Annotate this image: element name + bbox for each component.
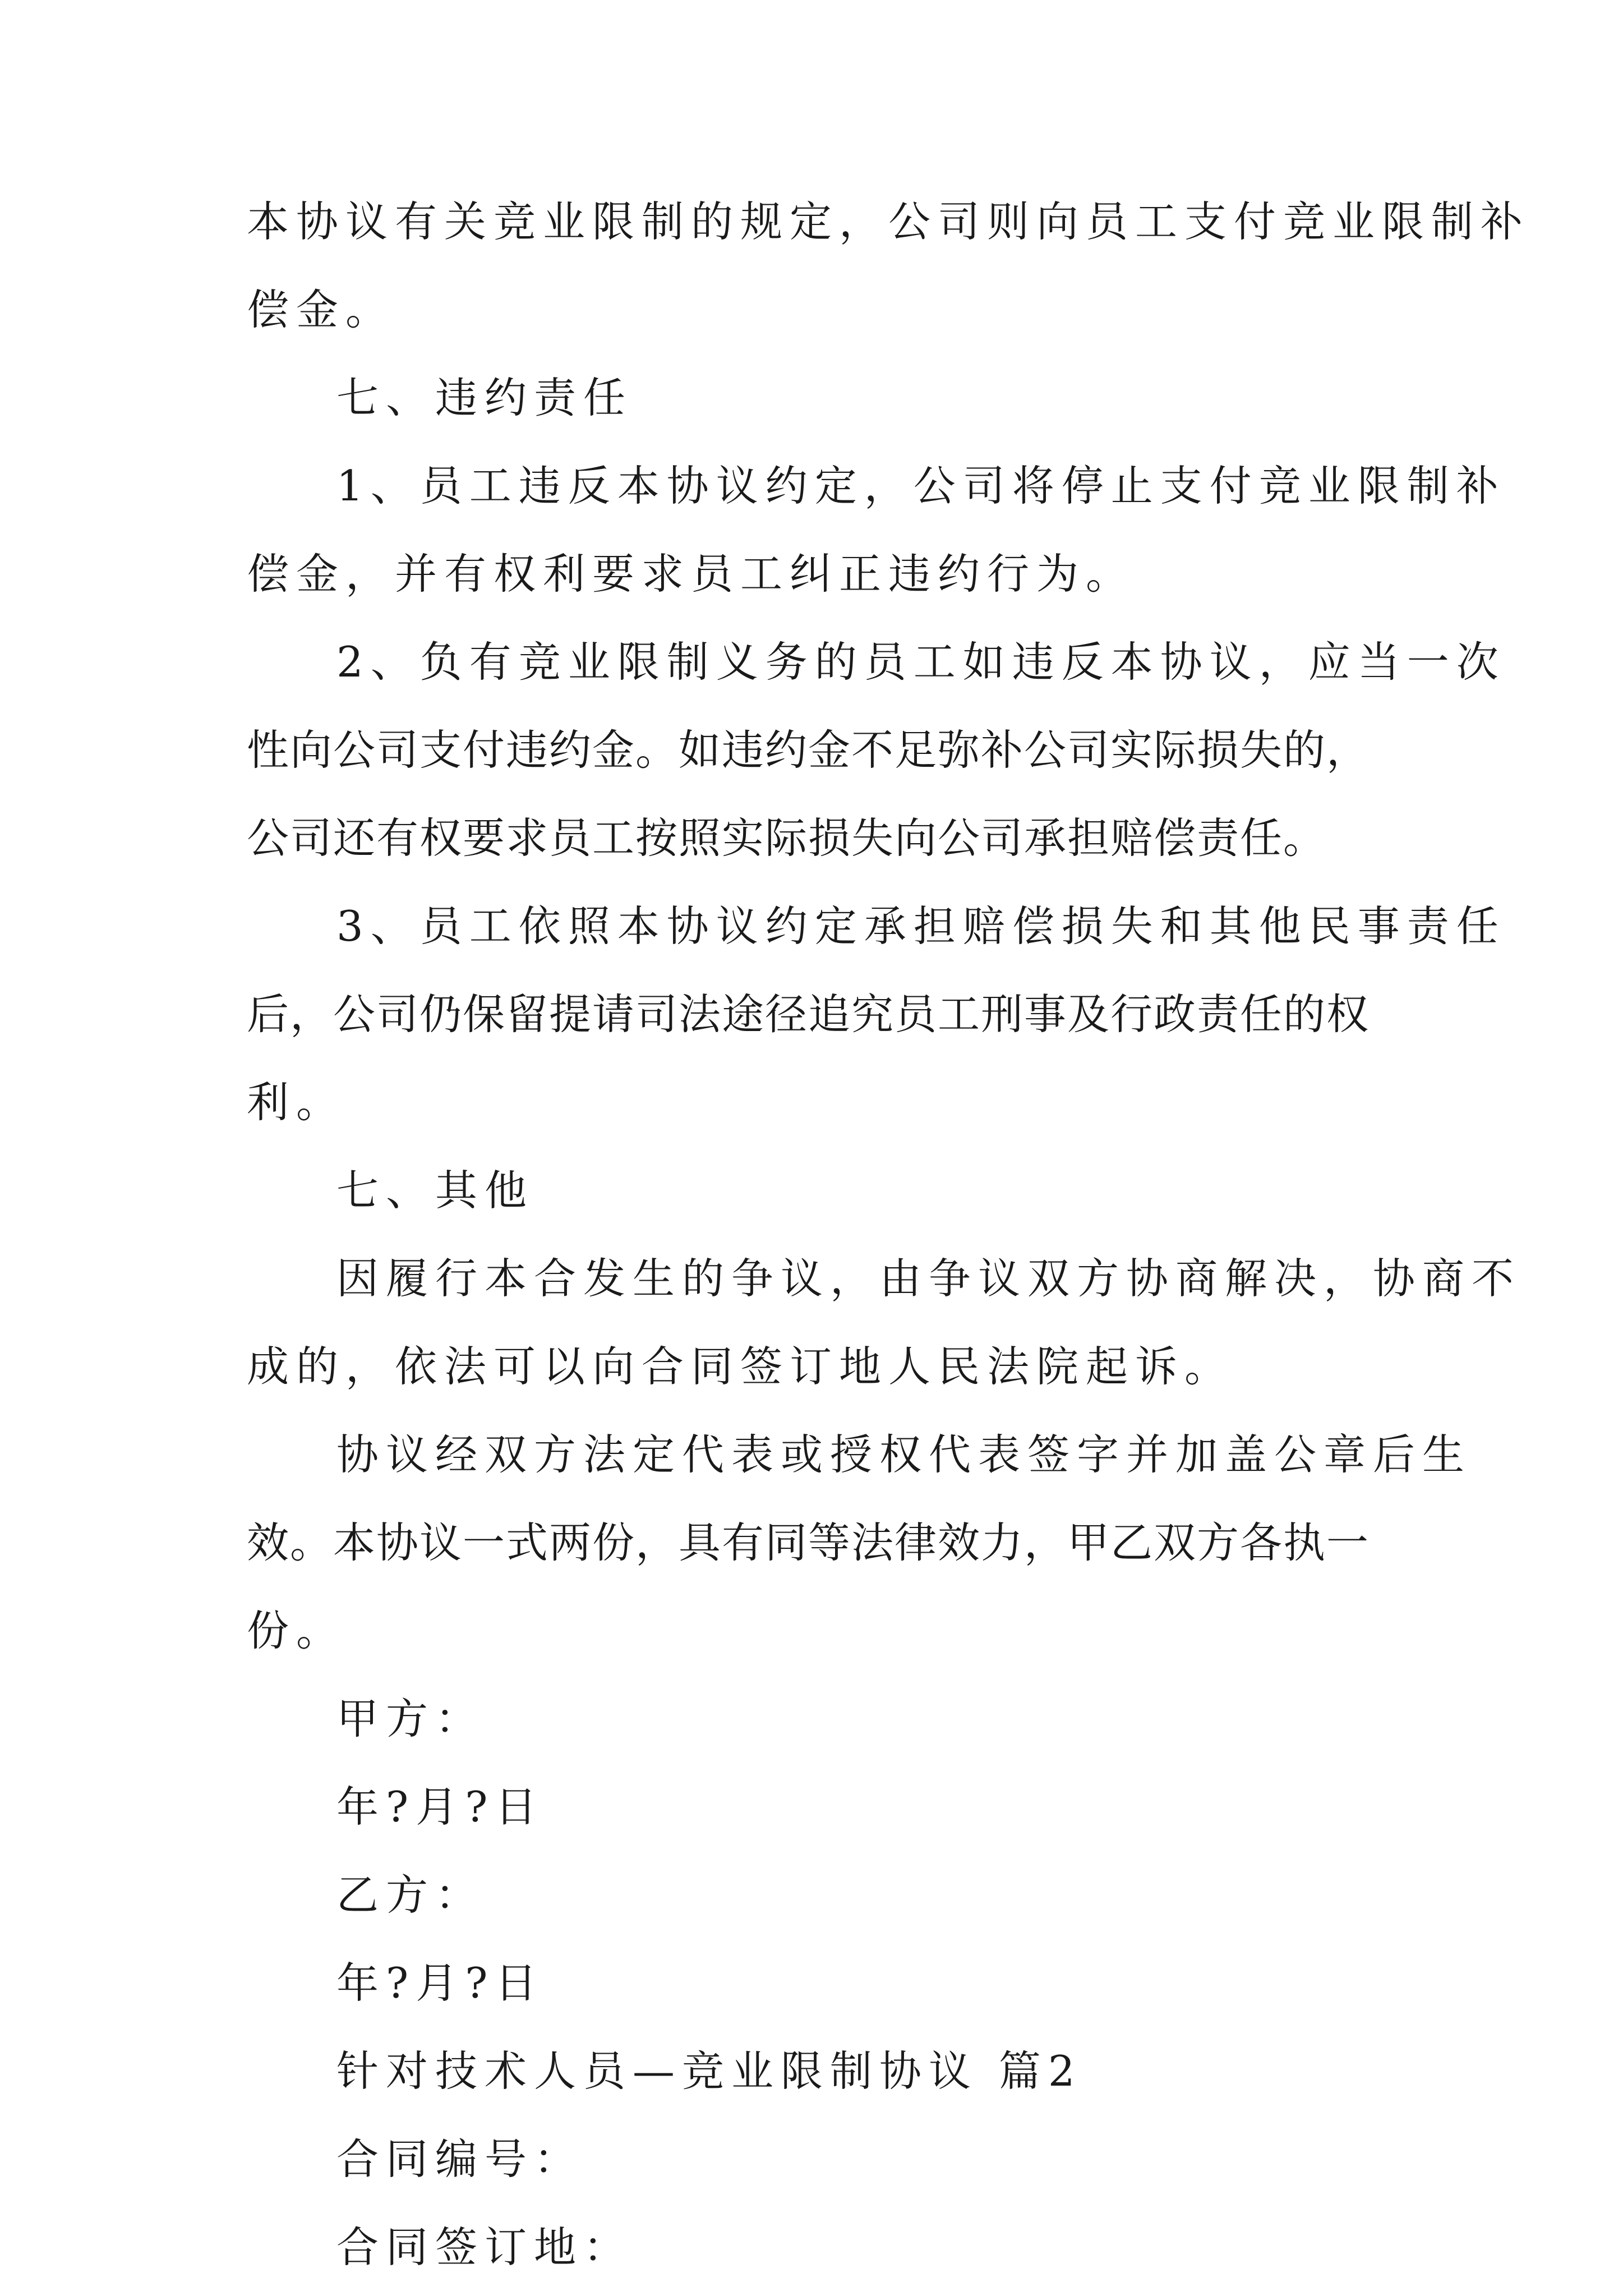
paragraph-line: 本协议有关竞业限制的规定，公司则向员工支付竞业限制补 [247,197,1530,246]
party-b-label: 乙方： [336,1870,485,1920]
paragraph-line: 效。本协议一式两份，具有同等法律效力，甲乙双方各执一 [247,1518,1370,1567]
agreement-title: 针对技术人员—竞业限制协议 篇2 [336,2046,1082,2096]
contract-number-label: 合同编号： [336,2134,584,2184]
paragraph-line: 偿金。 [247,285,395,334]
paragraph-line: 公司还有权要求员工按照实际损失向公司承担赔偿责任。 [247,813,1327,863]
paragraph-line: 份。 [247,1606,346,1655]
paragraph-line: 2、负有竞业限制义务的员工如违反本协议，应当一次 [336,637,1506,687]
paragraph-line: 成的，依法可以向合同签订地人民法院起诉。 [247,1342,1234,1391]
paragraph-line: 1、员工违反本协议约定，公司将停止支付竞业限制补 [336,461,1506,510]
section-heading: 七、违约责任 [336,373,633,422]
contract-signing-place-label: 合同签订地： [336,2223,633,2272]
paragraph-line: 利。 [247,1078,346,1127]
section-heading: 七、其他 [336,1166,534,1215]
party-a-date: 年?月?日 [336,1782,545,1832]
party-b-date: 年?月?日 [336,1958,545,2008]
paragraph-line: 偿金，并有权利要求员工纠正违约行为。 [247,549,1136,599]
paragraph-line: 因履行本合发生的争议，由争议双方协商解决，协商不 [336,1254,1521,1303]
paragraph-line: 后，公司仍保留提请司法途径追究员工刑事及行政责任的权 [247,990,1370,1039]
party-a-label: 甲方： [336,1694,485,1743]
paragraph-line: 协议经双方法定代表或授权代表签字并加盖公章后生 [336,1430,1472,1479]
paragraph-line: 3、员工依照本协议约定承担赔偿损失和其他民事责任 [336,901,1506,951]
paragraph-line: 性向公司支付违约金。如违约金不足弥补公司实际损失的， [247,725,1370,775]
